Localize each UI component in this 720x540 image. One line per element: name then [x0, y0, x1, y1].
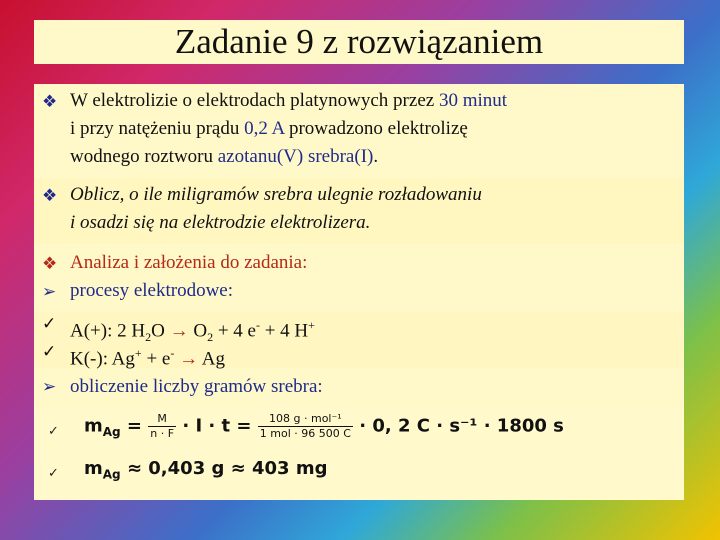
- question-section: [34, 178, 684, 244]
- check-icon: ✓: [48, 424, 59, 439]
- calc-heading: obliczenie liczby gramów srebra:: [70, 376, 323, 397]
- reactions-section: [34, 312, 684, 368]
- analysis-section: [34, 246, 684, 311]
- formula-line-1: $m_{Ag}$ = $\frac{M}{n \cdot F}$ · I · t = $\frac{\text{108 g · mol⁻¹}}{\text{1 mol · 96 500 C}}$ · 0, 2 C · s⁻¹ · 1800 s: [84, 412, 564, 440]
- formula-line-2: $m_{Ag} \approx 0,403$ g ≈ 403 mg: [84, 458, 328, 482]
- page-title: Zadanie 9 z rozwiązaniem: [174, 22, 544, 61]
- task-line-3: wodnego roztworu azotanu(V) srebra(I).: [70, 146, 379, 167]
- diamond-bullet-icon: ❖: [42, 254, 58, 273]
- diamond-bullet-icon: ❖: [42, 186, 58, 205]
- anode-reaction: A(+): 2 $H_2O \to O_2 + 4$ e- + 4 H+: [70, 318, 315, 345]
- question-line-2: i osadzi się na elektrodzie elektrolizera.: [70, 212, 371, 233]
- formula-section: [34, 408, 684, 500]
- fraction-molar: $\frac{M}{n \cdot F}$: [150, 412, 175, 440]
- fraction-values: $\frac{\text{108 g · mol⁻¹}}{\text{1 mol · 96 500 C}}$: [259, 412, 351, 440]
- diamond-bullet-icon: ❖: [42, 92, 58, 111]
- task-line-2: i przy natężeniu prądu 0,2 A prowadzono elektrolizę: [70, 118, 468, 139]
- arrow-bullet-icon: ➢: [42, 377, 57, 396]
- cathode-reaction: K(-): Ag+ + e- → Ag: [70, 346, 226, 370]
- calc-heading-section: [34, 371, 684, 407]
- task-section: [34, 84, 684, 176]
- question-line-1: Oblicz, o ile miligramów srebra ulegnie rozładowaniu: [70, 184, 482, 205]
- analysis-subheading: procesy elektrodowe:: [70, 280, 234, 301]
- check-icon: ✓: [42, 342, 57, 361]
- task-line-1: W elektrolizie o elektrodach platynowych przez 30 minut: [70, 90, 508, 111]
- title-bar: [34, 20, 684, 64]
- check-icon: ✓: [48, 466, 59, 481]
- arrow-icon: →: [179, 348, 199, 370]
- content-panel: [34, 84, 684, 500]
- analysis-heading: Analiza i założenia do zadania:: [70, 252, 308, 273]
- check-icon: ✓: [42, 314, 57, 333]
- arrow-bullet-icon: ➢: [42, 282, 57, 301]
- arrow-icon: →: [169, 320, 189, 342]
